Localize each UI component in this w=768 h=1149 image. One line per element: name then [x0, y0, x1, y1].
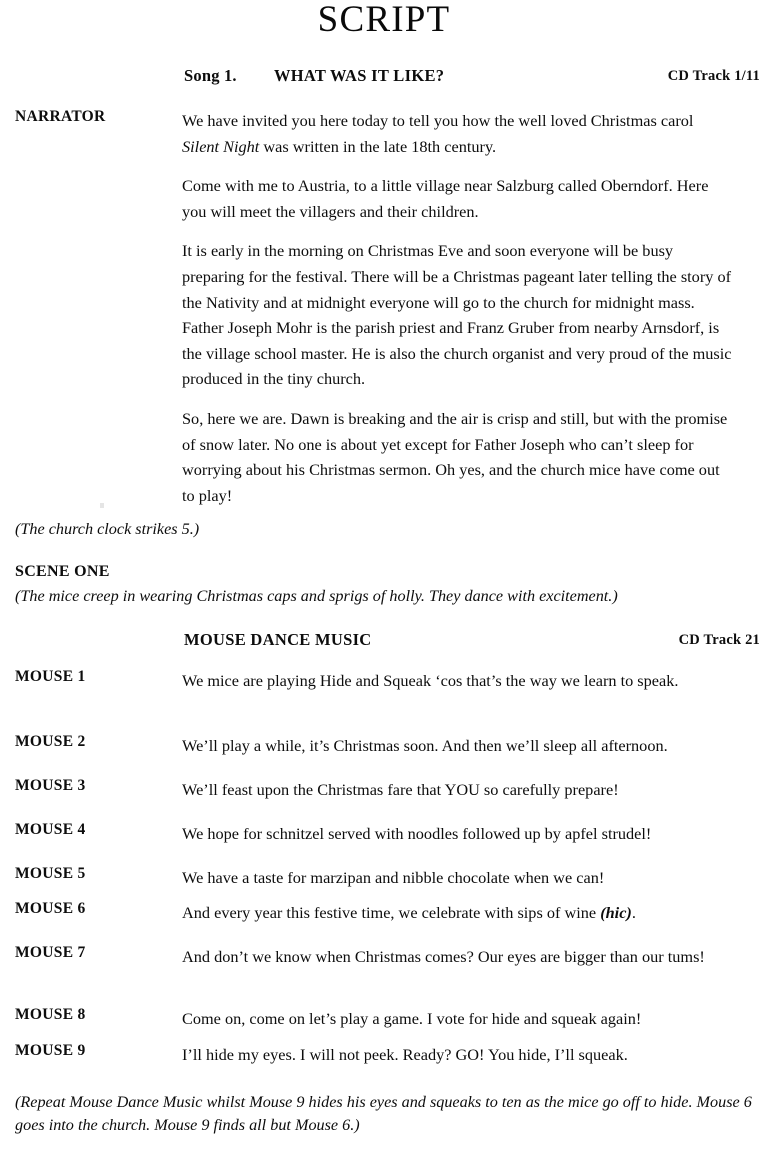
narrator-paragraph	[182, 406, 732, 508]
text-run: We’ll play a while, it’s Christmas soon. And then we’ll sleep all afternoon.	[182, 736, 668, 755]
speaker-name: NARRATOR	[15, 108, 106, 125]
speaker-name: MOUSE 7	[15, 944, 86, 961]
text-run: And don’t we know when Christmas comes? Our eyes are bigger than our tums!	[182, 947, 705, 966]
song-title: MOUSE DANCE MUSIC	[184, 630, 372, 649]
speaker-name: MOUSE 2	[15, 733, 86, 750]
speaker-name: MOUSE 4	[15, 821, 86, 838]
text-run: .	[631, 903, 636, 922]
text-run: We mice are playing Hide and Squeak ‘cos that’s the way we learn to speak.	[182, 671, 679, 690]
text-run: We have a taste for marzipan and nibble chocolate when we can!	[182, 868, 605, 887]
speaker-name: MOUSE 1	[15, 668, 86, 685]
italic-run: (hic)	[600, 903, 632, 922]
speaker-name: MOUSE 6	[15, 900, 86, 917]
speech-text-mouse	[182, 733, 732, 759]
mouse-paragraph	[182, 1042, 732, 1068]
song-number: Song 1.	[184, 66, 237, 85]
stage-direction-mice-enter: (The mice creep in wearing Christmas caps and sprigs of holly. They dance with excitement.)	[15, 587, 618, 605]
speech-text-mouse	[182, 1006, 732, 1032]
mouse-paragraph	[182, 900, 732, 926]
text-run: We hope for schnitzel served with noodles followed up by apfel strudel!	[182, 824, 652, 843]
speech-text-mouse	[182, 900, 732, 926]
mouse-paragraph	[182, 865, 732, 891]
narrator-paragraph	[182, 173, 732, 224]
text-run: We have invited you here today to tell you how the well loved Christmas carol	[182, 111, 694, 130]
stage-direction-repeat: (Repeat Mouse Dance Music whilst Mouse 9 hides his eyes and squeaks to ten as the mice go off to hide. Mouse 6 goes into the church. Mouse 9 finds all but Mouse 6.)	[15, 1093, 752, 1134]
italic-run: Silent Night	[182, 136, 260, 156]
mouse-paragraph	[182, 821, 732, 847]
speaker-name: MOUSE 8	[15, 1006, 86, 1023]
mouse-paragraph	[182, 733, 732, 759]
scan-artifact	[100, 503, 104, 508]
speech-text-mouse	[182, 777, 732, 803]
narrator-paragraph	[182, 108, 732, 159]
speaker-name: MOUSE 5	[15, 865, 86, 882]
scene-heading: SCENE ONE	[15, 563, 110, 580]
mouse-paragraph	[182, 668, 732, 694]
speech-text-mouse	[182, 668, 732, 694]
text-run: Come on, come on let’s play a game. I vote for hide and squeak again!	[182, 1009, 642, 1028]
speech-text-mouse	[182, 944, 732, 970]
mouse-paragraph	[182, 944, 732, 970]
speech-text-narrator	[182, 108, 732, 508]
speaker-name: MOUSE 9	[15, 1042, 86, 1059]
text-run: I’ll hide my eyes. I will not peek. Ready? GO! You hide, I’ll squeak.	[182, 1045, 628, 1064]
song-header-2	[0, 630, 768, 652]
song-title: WHAT WAS IT LIKE?	[274, 66, 445, 85]
text-run: So, here we are. Dawn is breaking and the air is crisp and still, but with the promise of snow later. No one is about yet except for Father Joseph who can’t sleep for worrying about his Christmas sermon. Oh yes, and the church mice have come out to play!	[182, 408, 728, 505]
speech-text-mouse	[182, 1042, 732, 1068]
text-run: And every year this festive time, we celebrate with sips of wine	[182, 903, 601, 922]
speech-text-mouse	[182, 821, 732, 847]
text-run: Come with me to Austria, to a little village near Salzburg called Oberndorf. Here you will meet the villagers and their children.	[182, 176, 709, 221]
mouse-paragraph	[182, 777, 732, 803]
page-title: SCRIPT	[317, 0, 451, 40]
speech-text-mouse	[182, 865, 732, 891]
cd-track-label: CD Track 1/11	[667, 68, 760, 84]
text-run: was written in the late 18th century.	[259, 136, 497, 156]
text-run: It is early in the morning on Christmas Eve and soon everyone will be busy preparing for the festival. There will be a Christmas pageant later telling the story of the Nativity and at midnight everyone will go to the church for midnight mass. Father Joseph Mohr is the parish priest and Franz Gruber from nearby Arnsdorf, is the village school master. He is also the church organist and very proud of the music produced in the tiny church.	[182, 241, 732, 389]
mouse-paragraph	[182, 1006, 732, 1032]
song-header-1	[0, 66, 768, 88]
narrator-paragraph	[182, 238, 732, 392]
stage-direction-clock: (The church clock strikes 5.)	[15, 520, 200, 538]
text-run: We’ll feast upon the Christmas fare that YOU so carefully prepare!	[182, 780, 619, 799]
speaker-name: MOUSE 3	[15, 777, 86, 794]
cd-track-label: CD Track 21	[678, 632, 760, 648]
